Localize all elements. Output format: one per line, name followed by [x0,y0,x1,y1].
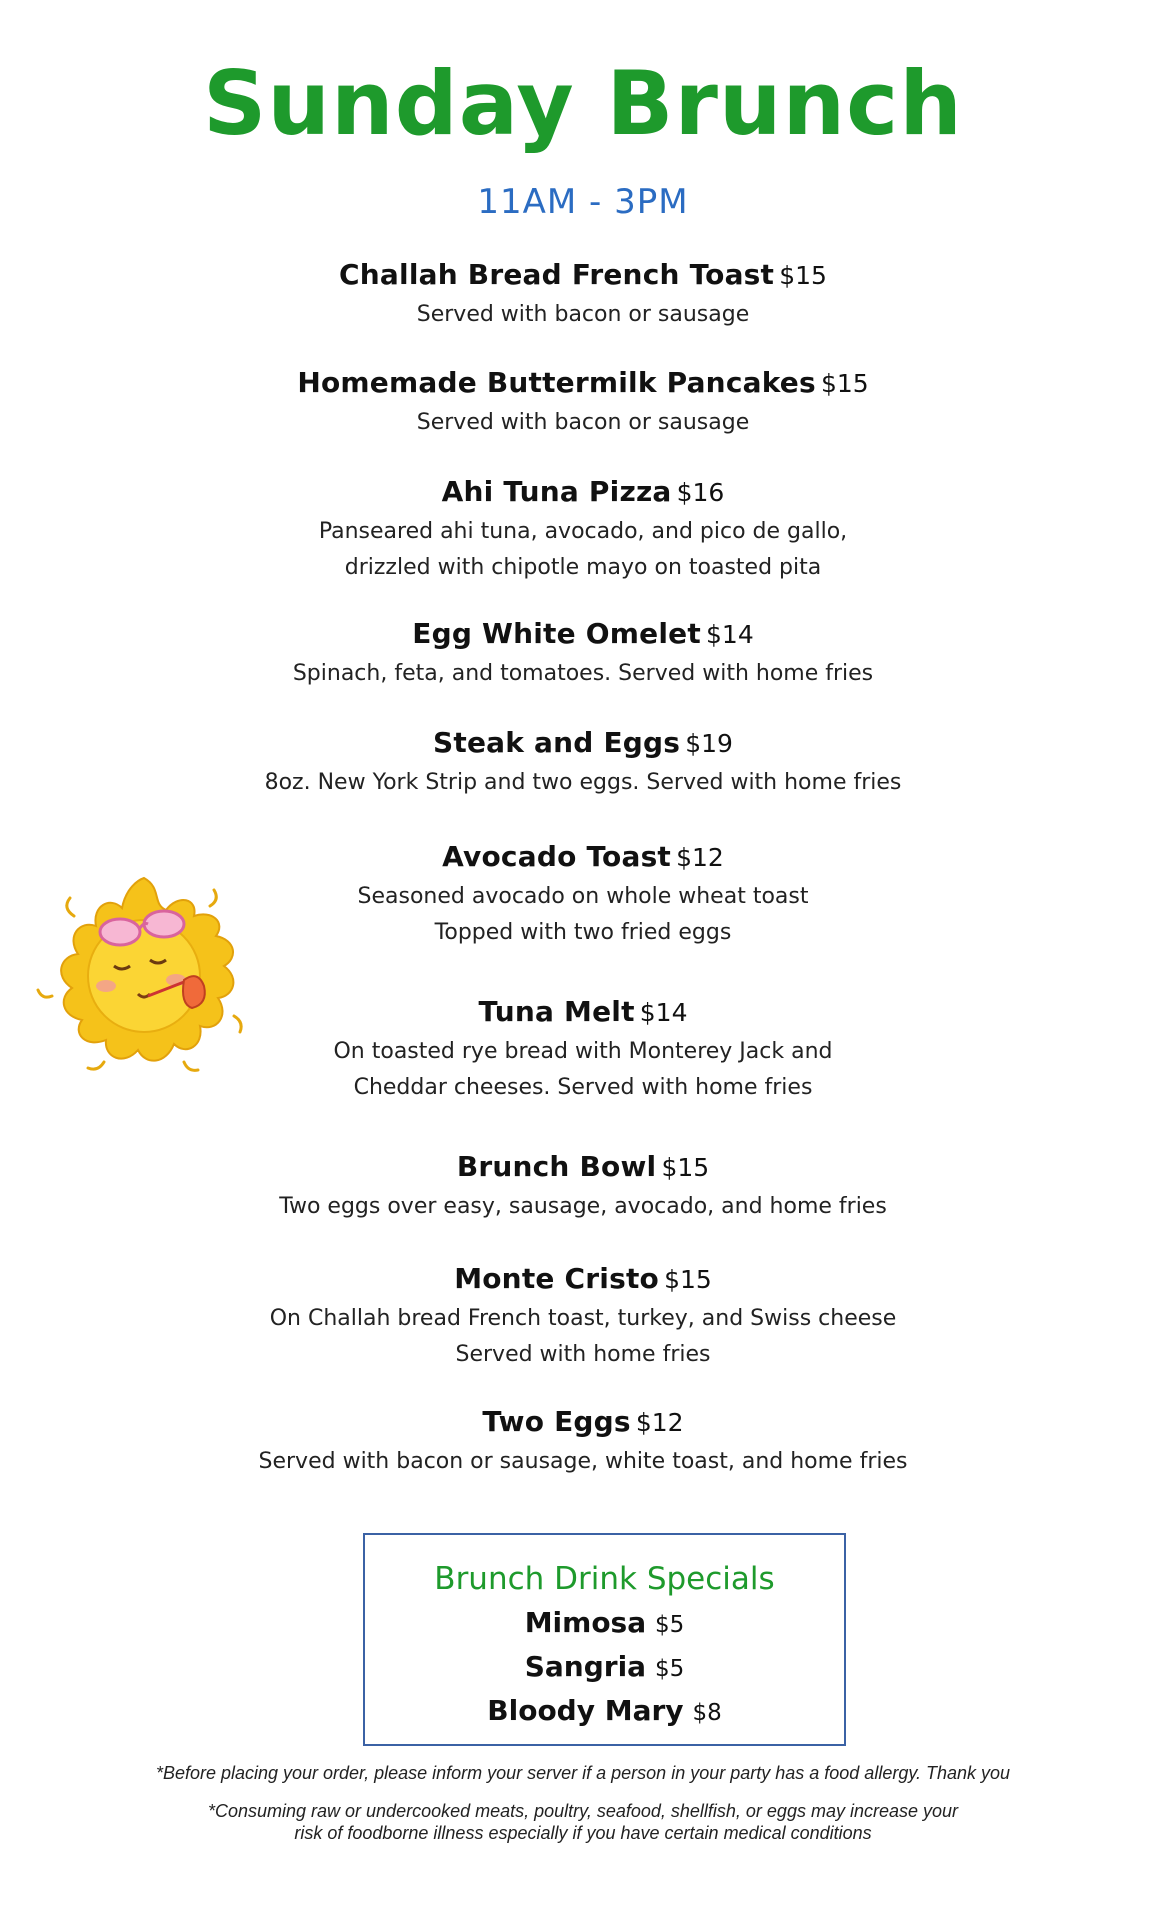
raw-food-warning-line1: *Consuming raw or undercooked meats, poultry, seafood, shellfish, or eggs may increase your [207,1801,959,1821]
menu-item-name: Steak and Eggs [433,726,681,759]
menu-item-price: $12 [676,843,724,872]
menu-item-name: Avocado Toast [442,840,672,873]
menu-item [0,1150,1166,1225]
menu-item-heading [0,1150,1166,1183]
drink-name: Bloody Mary [487,1694,684,1727]
menu-item-description-line: Served with bacon or sausage, white toast, and home fries [258,1449,908,1474]
menu-item-description [0,405,1166,441]
menu-item [0,617,1166,692]
drink-row [365,1651,844,1685]
menu-item-description-line: Served with home fries [455,1342,711,1367]
menu-item-description-line: Seasoned avocado on whole wheat toast [357,884,809,909]
menu-item-name: Brunch Bowl [456,1150,657,1183]
menu-item-price: $19 [685,729,733,758]
drink-row [365,1695,844,1729]
menu-item-name: Ahi Tuna Pizza [441,475,672,508]
drink-price: $5 [654,1656,685,1682]
menu-item-name: Tuna Melt [478,995,635,1028]
drink-row [365,1607,844,1641]
menu-item-description-line: Cheddar cheeses. Served with home fries [353,1075,813,1100]
raw-food-warning-line2: risk of foodborne illness especially if you have certain medical conditions [294,1823,872,1843]
menu-item-description-line: Topped with two fried eggs [434,920,732,945]
menu-item-price: $15 [779,261,827,290]
menu-item-heading [0,840,1166,873]
drink-name: Mimosa [524,1606,647,1639]
menu-item-name: Two Eggs [482,1405,631,1438]
menu-item [0,1262,1166,1373]
menu-item [0,1405,1166,1480]
menu-item-price: $15 [664,1265,712,1294]
menu-item-heading [0,617,1166,650]
drink-specials-box [363,1533,846,1746]
menu-item-name: Monte Cristo [454,1262,659,1295]
menu-item-price: $15 [661,1153,710,1182]
menu-item-description-line: drizzled with chipotle mayo on toasted pita [344,555,822,580]
menu-item-name: Egg White Omelet [412,617,701,650]
menu-item-description-line: Two eggs over easy, sausage, avocado, and home fries [279,1194,887,1219]
drink-price: $8 [692,1700,722,1726]
menu-item-description-line: Served with bacon or sausage [416,410,750,435]
menu-item-price: $14 [706,620,754,649]
drink-specials-list [365,1607,844,1729]
menu-item [0,475,1166,586]
menu-item-description [0,656,1166,692]
menu-item-description [0,514,1166,586]
menu-item-description [0,1189,1166,1225]
sun-with-sunglasses-icon [26,872,262,1072]
menu-item-description-line: Panseared ahi tuna, avocado, and pico de gallo, [318,519,848,544]
menu-item-heading [0,258,1166,291]
allergy-note: *Before placing your order, please inform your server if a person in your party has a food allergy. Thank you [155,1763,1011,1783]
menu-item-description-line: On toasted rye bread with Monterey Jack and [333,1039,833,1064]
menu-item-name: Challah Bread French Toast [339,258,775,291]
menu-item-description [0,1444,1166,1480]
menu-item-description-line: 8oz. New York Strip and two eggs. Served with home fries [264,770,902,795]
menu-item-heading [0,366,1166,399]
menu-item [0,258,1166,333]
page-title: Sunday Brunch [203,52,963,155]
menu-item-price: $12 [635,1408,684,1437]
menu-item-heading [0,726,1166,759]
drink-name: Sangria [524,1650,647,1683]
menu-item-price: $14 [639,998,688,1027]
menu-item-price: $15 [820,369,869,398]
menu-item [0,366,1166,441]
menu-item-name: Homemade Buttermilk Pancakes [297,366,816,399]
menu-item-price: $16 [676,478,725,507]
menu-item [0,726,1166,801]
menu-item-heading [0,1405,1166,1438]
menu-item-heading [0,1262,1166,1295]
drink-price: $5 [655,1612,685,1638]
drink-specials-title: Brunch Drink Specials [434,1561,775,1597]
menu-item-description-line: Served with bacon or sausage [416,302,750,327]
menu-item-description-line: On Challah bread French toast, turkey, and Swiss cheese [269,1306,897,1331]
menu-item-description [0,1301,1166,1373]
menu-item-description [0,765,1166,801]
menu-item-description [0,297,1166,333]
menu-item-description-line: Spinach, feta, and tomatoes. Served with home fries [292,661,874,686]
menu-item-heading [0,475,1166,508]
brunch-hours: 11AM - 3PM [477,182,689,222]
